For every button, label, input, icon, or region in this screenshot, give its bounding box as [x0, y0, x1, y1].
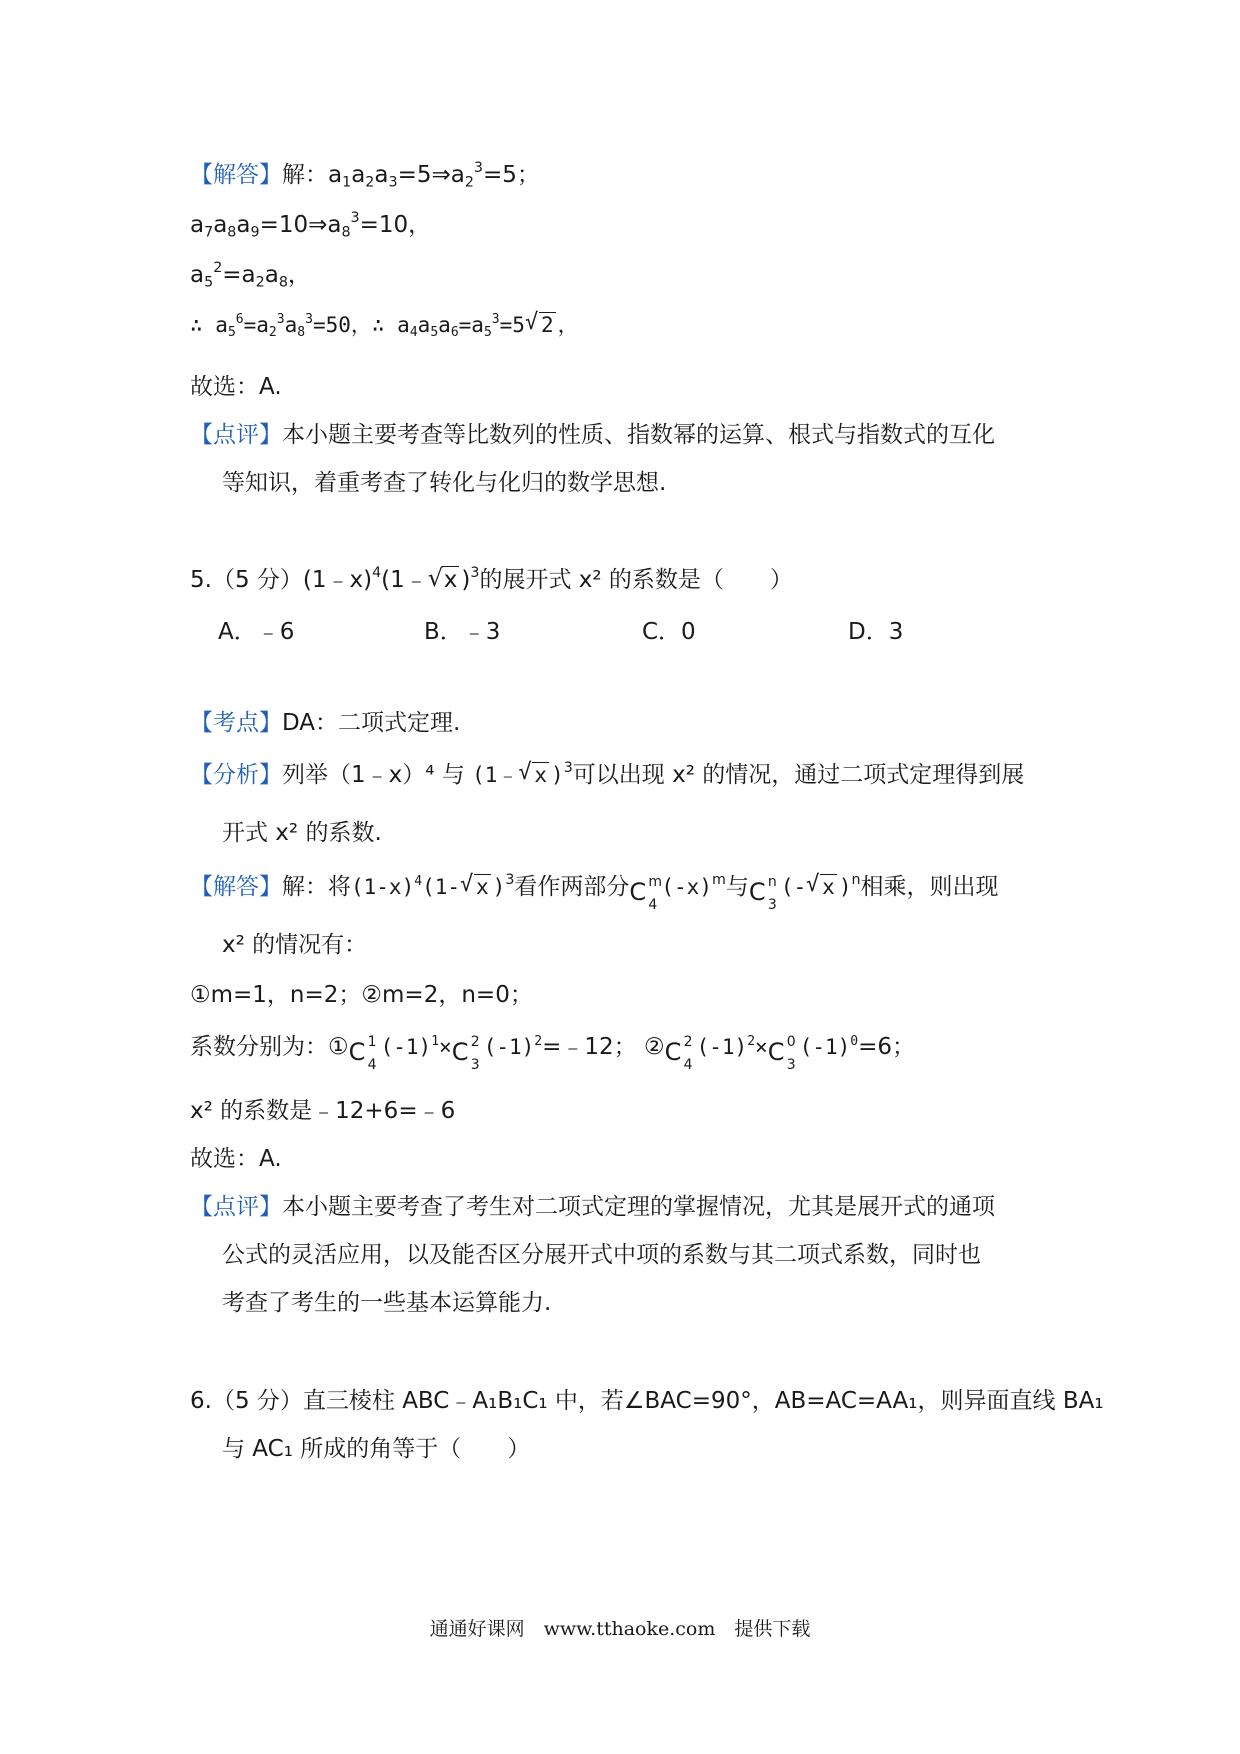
q4-comment-line1	[190, 418, 995, 452]
q5-option-d[interactable]: D．3	[848, 619, 904, 645]
jieda-tag: 【解答】	[190, 162, 282, 188]
q5-option-c[interactable]: C．0	[642, 619, 696, 645]
q4-solution-line3: $a_5^2=a_2a_8$，	[190, 260, 311, 291]
q5-fenxi-line1: 【分析】列举（1﹣x）⁴ 与 (1﹣√ x )$^3$可以出现 x² 的情况，通过二项式定理得到展	[190, 758, 1024, 792]
jieda-text-c: 与	[725, 874, 749, 900]
q4-comment-text: 本小题主要考查等比数列的性质、指数幂的运算、根式与指数式的互化	[282, 422, 995, 448]
q5-fenxi-line2: 开式 x² 的系数.	[222, 820, 382, 846]
q5-stem-prefix: 5.（5 分）	[190, 567, 303, 593]
q5-stem-suffix: 的展开式 x² 的系数是（ ）	[479, 567, 793, 593]
fenxi-tag: 【分析】	[190, 762, 282, 788]
q4-solution-line4: ∴ $a_5^6=a_2^3a_8^3=50$，∴ $a_4a_5a_6=a_5^3=5√$ 2 ，	[190, 308, 579, 342]
coef-result-2: =6；	[858, 1034, 916, 1060]
kaodian-text: DA：二项式定理.	[282, 710, 461, 736]
jieda-text-d: 相乘，则出现	[860, 874, 999, 900]
q4-answer: 故选：A.	[190, 374, 282, 400]
q6-stem-line2: 与 AC₁ 所成的角等于（ ）	[222, 1436, 531, 1462]
q5-kaodian	[190, 706, 460, 740]
q5-stem: 5.（5 分）(1﹣x)$^4$(1﹣√ x )$^3$的展开式 x² 的系数是（ ）	[190, 563, 793, 597]
fenxi-text-a: 列举（1﹣x）⁴ 与	[282, 762, 465, 788]
fenxi-text-b: 可以出现 x² 的情况，通过二项式定理得到展	[572, 762, 1025, 788]
q5-pingjia-line1	[190, 1190, 995, 1224]
q5-jieda-line2: x² 的情况有：	[222, 932, 368, 958]
page-footer: 通通好课网 www.tthaoke.com 提供下载	[429, 1618, 811, 1640]
q5-answer: 故选：A.	[190, 1146, 282, 1172]
q5-pingjia-line3: 考查了考生的一些基本运算能力.	[222, 1290, 552, 1316]
q5-cases: ①m=1，n=2；②m=2，n=0；	[190, 982, 533, 1008]
q5-option-a[interactable]: A．﹣6	[218, 619, 295, 645]
q4-solution-line2: $a_7a_8a_9=10\Rightarrow a_8^3=10$，	[190, 210, 432, 241]
solve-label: 解：	[282, 162, 328, 188]
q5-coefficients: 系数分别为：① C 1 4 $(-1)^1\times$ C 2 3 $(-1)^2=﹣12$； ② C 2 4 $(-1)^2\times$ C 0 3 $(-1)^0=6$；	[190, 1033, 916, 1073]
kaodian-tag: 【考点】	[190, 710, 282, 736]
q5-pingjia-line2: 公式的灵活应用，以及能否区分展开式中项的系数与其二项式系数，同时也	[222, 1242, 981, 1268]
q5-jieda-line1: 【解答】解：将$(1-x)^4(1-√$ x )$^3$看作两部分 C m 4 $(-x)^m$与 C n 3 (-√ x )$^n$相乘，则出现	[190, 870, 999, 904]
q6-stem-line1: 6.（5 分）直三棱柱 ABC﹣A₁B₁C₁ 中，若∠BAC=90°，AB=AC=AA₁，则异面直线 BA₁	[190, 1388, 1104, 1414]
coef-prefix: 系数分别为：	[190, 1034, 328, 1060]
pingjia-text-1: 本小题主要考查了考生对二项式定理的掌握情况，尤其是展开式的通项	[282, 1194, 995, 1220]
q5-option-b[interactable]: B．﹣3	[424, 619, 501, 645]
dianping-tag-2: 【点评】	[190, 1194, 282, 1220]
q4-solution-line1: 【解答】解：$a_1a_2a_3=5\Rightarrow a_2^3=5$；	[190, 160, 540, 191]
q4-comment-line2: 等知识，着重考查了转化与化归的数学思想.	[222, 470, 667, 496]
jieda-text-b: 看作两部分	[514, 874, 630, 900]
coef-result-1: =﹣12；	[542, 1034, 637, 1060]
jieda-tag-2: 【解答】	[190, 874, 282, 900]
dianping-tag: 【点评】	[190, 422, 282, 448]
jieda-text-a: 解：将	[282, 874, 351, 900]
q5-total: x² 的系数是﹣12+6=﹣6	[190, 1098, 456, 1124]
